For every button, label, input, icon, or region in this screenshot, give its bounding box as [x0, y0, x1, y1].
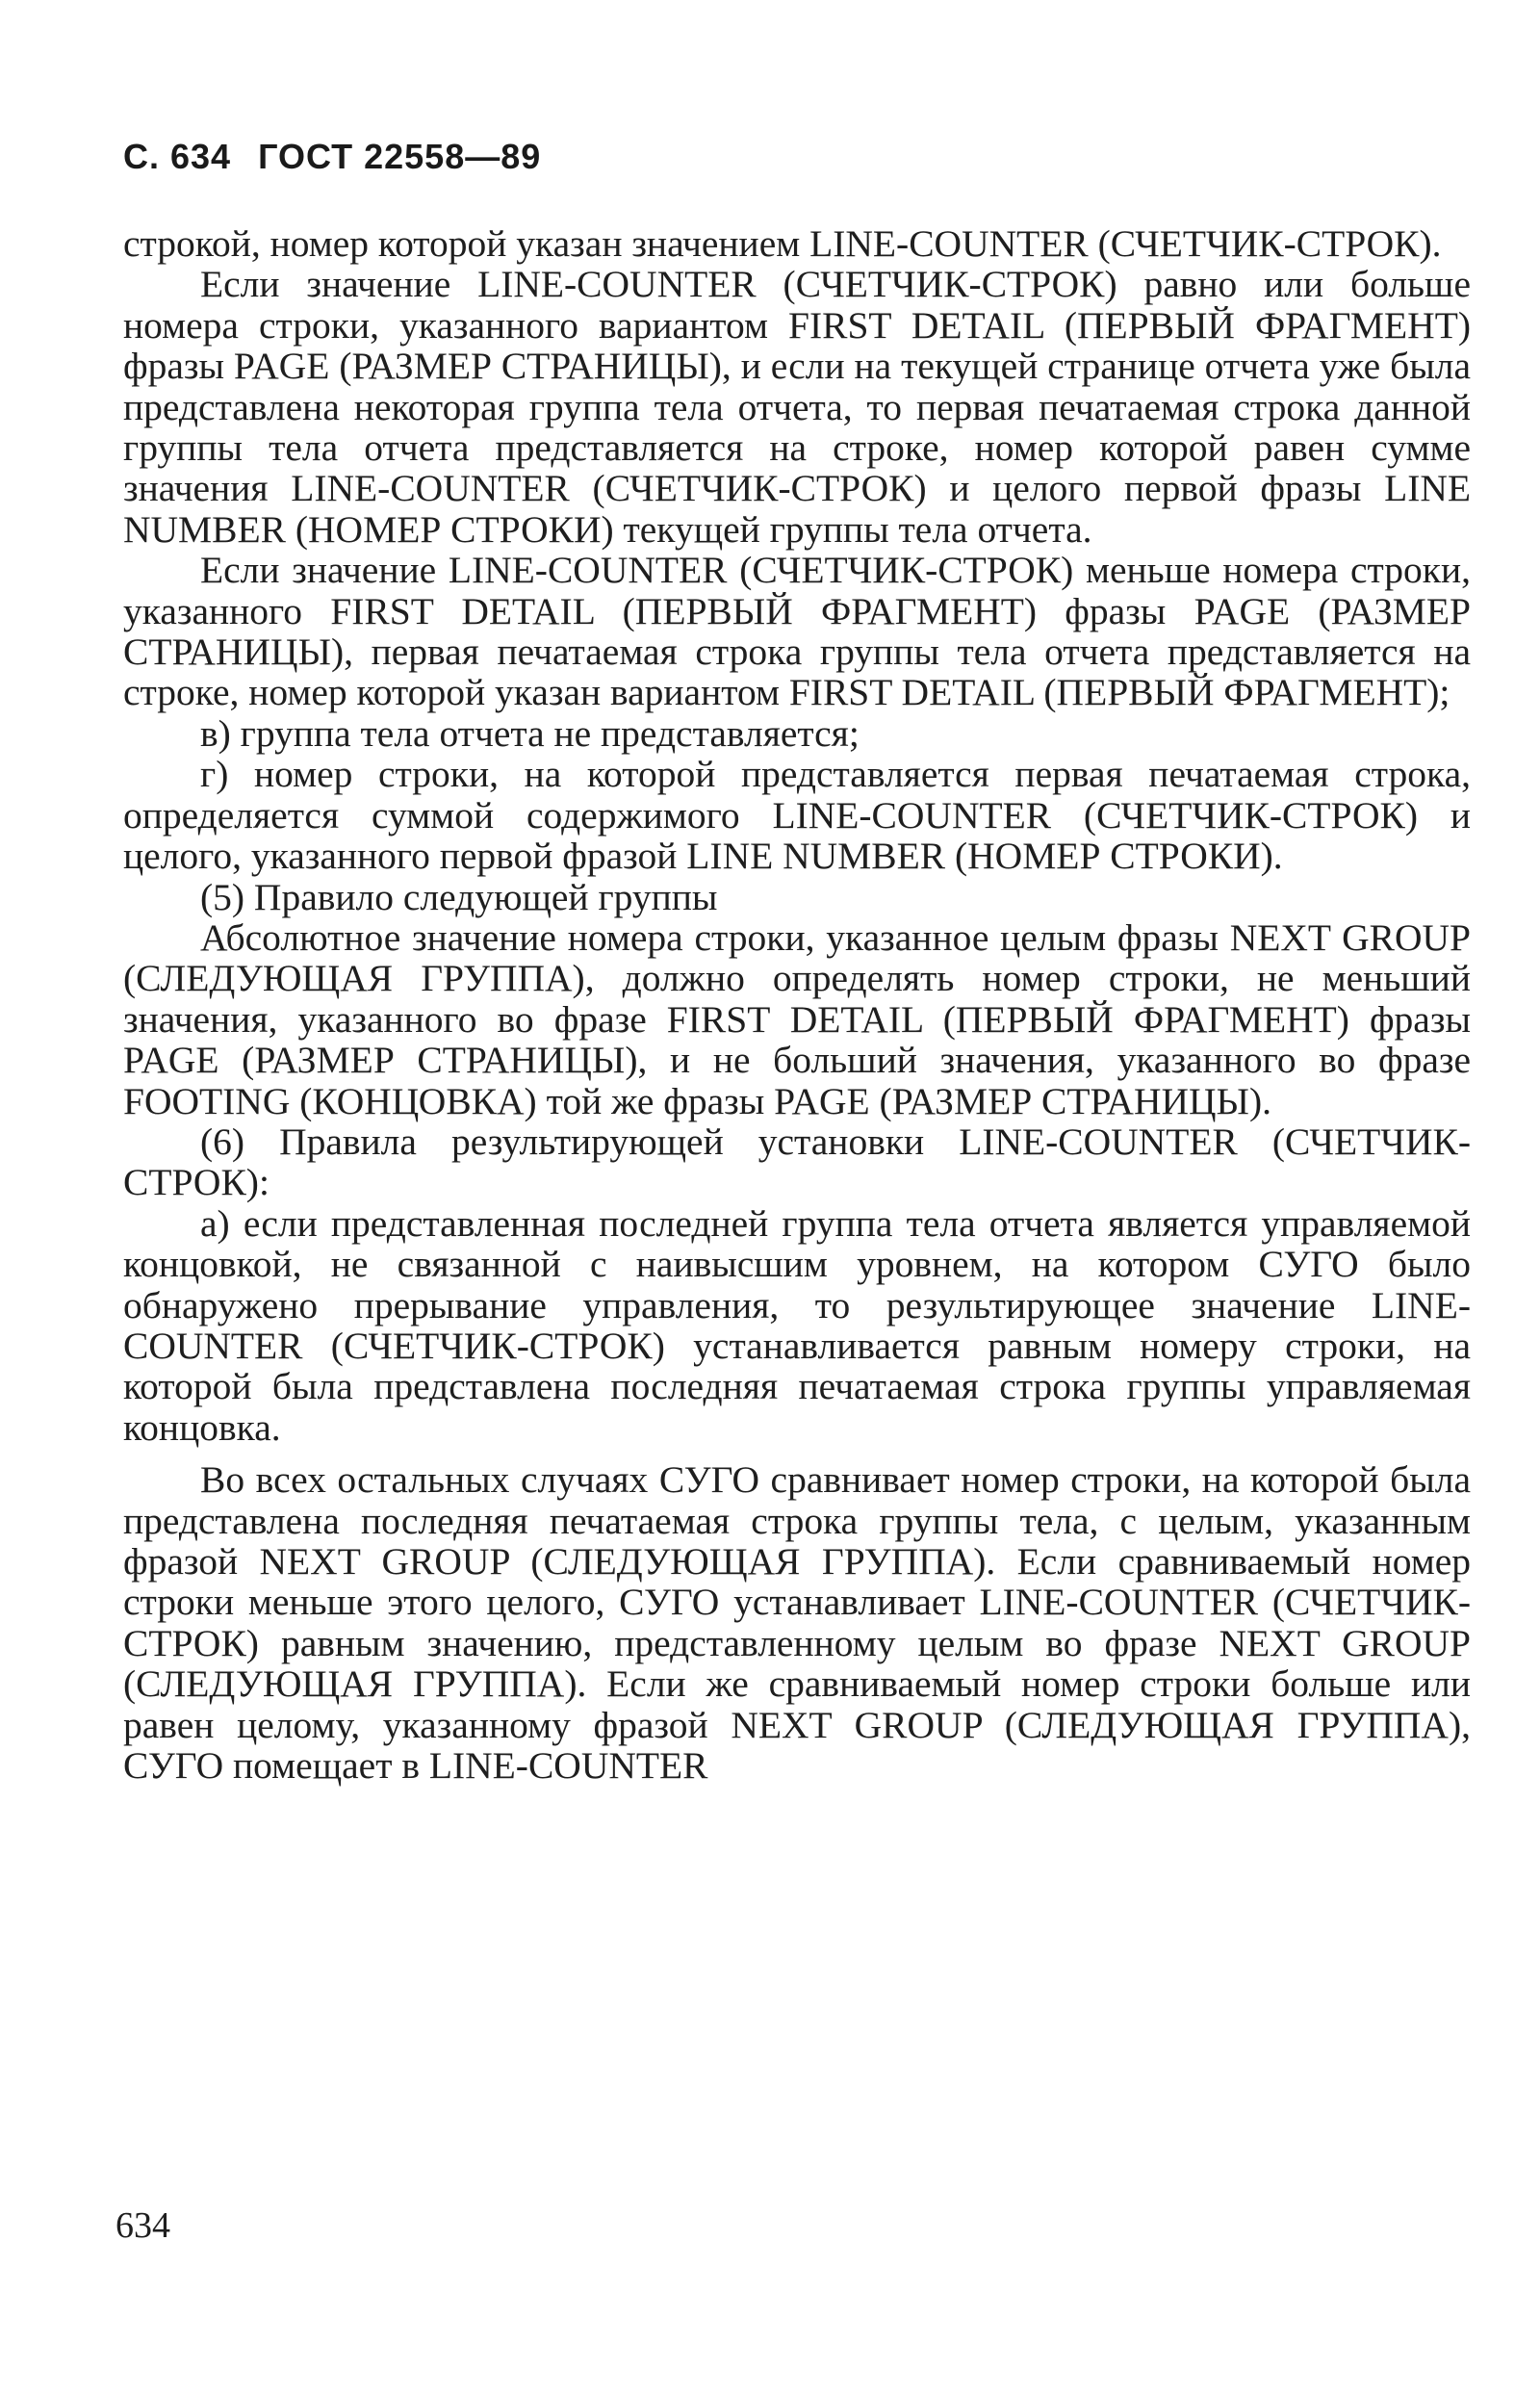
paragraph-continuation: строкой, номер которой указан значением LINE-COUNTER (СЧЕТЧИК-СТРОК).: [123, 222, 1442, 265]
list-item-v: в) группа тела отчета не представляется;: [200, 711, 860, 755]
running-header: [123, 137, 541, 177]
list-item-g: г) номер строки, на которой представляется первая печатаемая строка, определяется суммой содержимого LINE-COUNTER (СЧЕТЧИК-СТРОК) и целого, указанного первой фразой LINE NUMBER (НОМЕР СТРОКИ).: [123, 753, 1471, 878]
header-standard-number: ГОСТ 22558—89: [258, 137, 542, 176]
section-heading: (6) Правила результирующей установки LINE-COUNTER (СЧЕТЧИК-СТРОК):: [123, 1120, 1471, 1204]
page-number: 634: [116, 2205, 170, 2246]
section-heading: (5) Правило следующей группы: [200, 875, 718, 918]
list-item-a: а) если представленная последней группа тела отчета является управляемой концовкой, не связанной с наивысшим уровнем, на котором СУГО было обнаружено прерывание управления, то результирующее значение LINE-COUNTER (СЧЕТЧИК-СТРОК) устанавливается равным номеру строки, на которой была представлена последняя печатаемая строка группы управляемая концовка.: [123, 1201, 1471, 1449]
paragraph: Во всех остальных случаях СУГО сравнивает номер строки, на которой была представлена последняя печатаемая строка группы тела, с целым, указанным фразой NEXT GROUP (СЛЕДУЮЩАЯ ГРУППА). Если сравниваемый номер строки меньше этого целого, СУГО устанавливает LINE-COUNTER (СЧЕТЧИК-СТРОК) равным значению, представленному целым во фразе NEXT GROUP (СЛЕДУЮЩАЯ ГРУППА). Если же сравниваемый номер строки больше или равен целому, указанному фразой NEXT GROUP (СЛЕДУЮЩАЯ ГРУППА), СУГО помещает в LINE-COUNTER: [123, 1458, 1471, 1788]
paragraph: Если значение LINE-COUNTER (СЧЕТЧИК-СТРОК) равно или больше номера строки, указанного вариантом FIRST DETAIL (ПЕРВЫЙ ФРАГМЕНТ) фразы PAGE (РАЗМЕР СТРАНИЦЫ), и если на текущей странице отчета уже была представлена некоторая группа тела отчета, то первая печатаемая строка данной группы тела отчета представляется на строке, номер которой равен сумме значения LINE-COUNTER (СЧЕТЧИК-СТРОК) и целого первой фразы LINE NUMBER (НОМЕР СТРОКИ) текущей группы тела отчета.: [123, 263, 1471, 551]
header-page-label: С. 634: [123, 137, 232, 176]
body-text: [123, 223, 1471, 1786]
paragraph: Если значение LINE-COUNTER (СЧЕТЧИК-СТРОК) меньше номера строки, указанного FIRST DETAIL (ПЕРВЫЙ ФРАГМЕНТ) фразы PAGE (РАЗМЕР СТРАНИЦЫ), первая печатаемая строка группы тела отчета представляется на строке, номер которой указан вариантом FIRST DETAIL (ПЕРВЫЙ ФРАГМЕНТ);: [123, 549, 1471, 714]
paragraph: Абсолютное значение номера строки, указанное целым фразы NEXT GROUP (СЛЕДУЮЩАЯ ГРУППА), должно определять номер строки, не меньший значения, указанного во фразе FIRST DETAIL (ПЕРВЫЙ ФРАГМЕНТ) фразы PAGE (РАЗМЕР СТРАНИЦЫ), и не больший значения, указанного во фразе FOOTING (КОНЦОВКА) той же фразы PAGE (РАЗМЕР СТРАНИЦЫ).: [123, 915, 1471, 1122]
